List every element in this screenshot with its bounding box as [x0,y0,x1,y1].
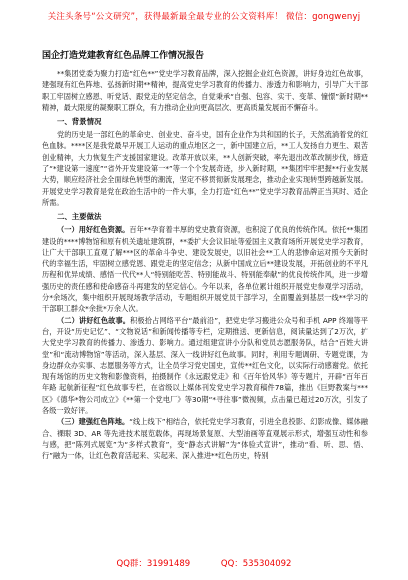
paragraph-text: 党的历史是一部红色的革命史、创业史、奋斗史，国有企业作为共和国的长子，天然流淌着党的红色血脉。****区是我党最早开展工人运动的重点地区之一，新中国建立后，**工人发扬自力更生、艰苦创业精神，大力恢复生产支援国家建设。改革开放以来，**人创新突破，率先退出改革改制步伐，缔造了“*建设第一速度”“省外开发建设第一*”等一个个发展奇迹，步入新时期，**集团牢牢把握**行业发展大势，顺应经济社会全面绿色转型的潮流，坚定不移贯彻新发展理念，推动企业实现转型跨越新发展。开展党史学习教育是党在政治生活中的一件大事，全力打造“红色**”党史学习教育品牌正当其时、适企所需。 [42,130,368,207]
paragraph-text: “线上线下”相结合，依托党史学习教育，引进全息投影、幻影成像、媒体融合、裸眼 3D、AR 等先进技术展览载体，再现场景复原、大型油画等直观展示形式，增强互动性和参与感，把“陈列式展览”为“多样式教育”，变“静态式讲解”为“体验式宣讲”，推动“看、听、思、悟、行”融为一体，让红色教育活起来、实起来、深入推进**红色历史，特别 [42,417,368,461]
document-body [42,50,368,462]
paragraph-text: **集团党委为聚力打造“红色**”党史学习教育品牌，深入挖掘企业红色资源，讲好身边红色故事，建强现有红色阵地、弘扬新时期**精神，提高党史学习教育的传播力、渗透力和影响力，引导广大干部职工牢固树立感恩、听党话、跟党走的坚定信念，自觉秉承“自强、包容、实干、变革、憧憬”新时期**精神，最大限度的凝聚职工群众，有力推动企业向更高层次、更高质量发展而不懈奋斗。 [42,69,368,112]
page-title: 国企打造党建教育红色品牌工作情况报告 [42,51,205,61]
body-paragraph [42,129,368,208]
body-paragraph [42,68,368,113]
paragraph-lead: （二）讲好红色故事。 [57,315,131,325]
paragraph-lead: （三）建强红色阵地。 [57,417,130,427]
paragraph-text: 积极拾占网络平台“最前沿”，把党史学习搬进公众号和手机 APP 终端等平台，开设“历史记忆”、“文物说话”和新闻传播等专栏，定期推送、更新信息，阅读量达到了2万次，扩大党史学习教育的传播力、渗透力、影响力。通过组建宣讲小分队和党员志愿服务队，结合“百姓大讲堂”和“流动博物馆”等活动，深入基层、深入一线讲好红色故事。同时，利用专题调研、专题党课，为身边群众办实事、志愿服务等方式，让全员学习党史国史，宣传**红色文化，以实际行动感谢党。依托现有场馆的历史文物和影像资料，拍摄制作《永远跟党走》和《百年恰风华》等专题片，开辟“百年百年路 起航新征程”红色故事专栏，在省级以上媒体刊发党史学习教育稿件78篇，推出《巨野教案与***区》《德华*物公司成立》《**第一个党电厂》等30期“*寻往事”微视频，点击量已超过20万次，引发了各级一致好评。 [42,315,368,416]
paragraph-lead: （一）用好红色资源。 [57,225,130,235]
header-banner: 关注头条号“公文研究”，获得最新最全最专业的公文资料库！ 微信：gongwenyj [47,12,361,22]
footer-qq-group: QQ群：31991489 [116,559,191,569]
section-heading: 一、背景情况 [57,117,102,127]
paragraph-text: 百年**孕育着丰厚的党史教育资源，也积淀了优良的传统作风。依托**集团建设的****博物馆和原有机关遗址建筑群，**委扩大会议旧址等爱国主义教育场所开展党史学习教育，让广大干部职工直观了解***区的革命斗争史、建设发展史，以旧社会**工人的悲惨命运对照今天新时代的幸福生活，牢固树立感党恩、跟党走的坚定信念；从新中国成立后**建设发展，开拓创业的不平凡历程和优异成绩、感悟一代代**人“特别能吃苦、特别能战斗、特别能奉献”的优良传统作风，进一步增强历史的责任感和使命感奋斗再建发的坚定信心。今年以来，各单位累计组织开展党史参观学习活动，分*余场次，集中组织开展现场教学活动，专题组织开展党员干部学习，全面覆盖到基层一线**学习的干部职工群众*余批*万余人次。 [42,225,368,314]
body-paragraph [42,224,368,314]
section-heading: 二、主要做法 [57,212,102,222]
document-content [42,68,368,462]
body-paragraph [42,416,368,461]
body-paragraph [42,315,368,417]
footer [0,557,408,569]
footer-qq: QQ：535304092 [220,559,292,569]
